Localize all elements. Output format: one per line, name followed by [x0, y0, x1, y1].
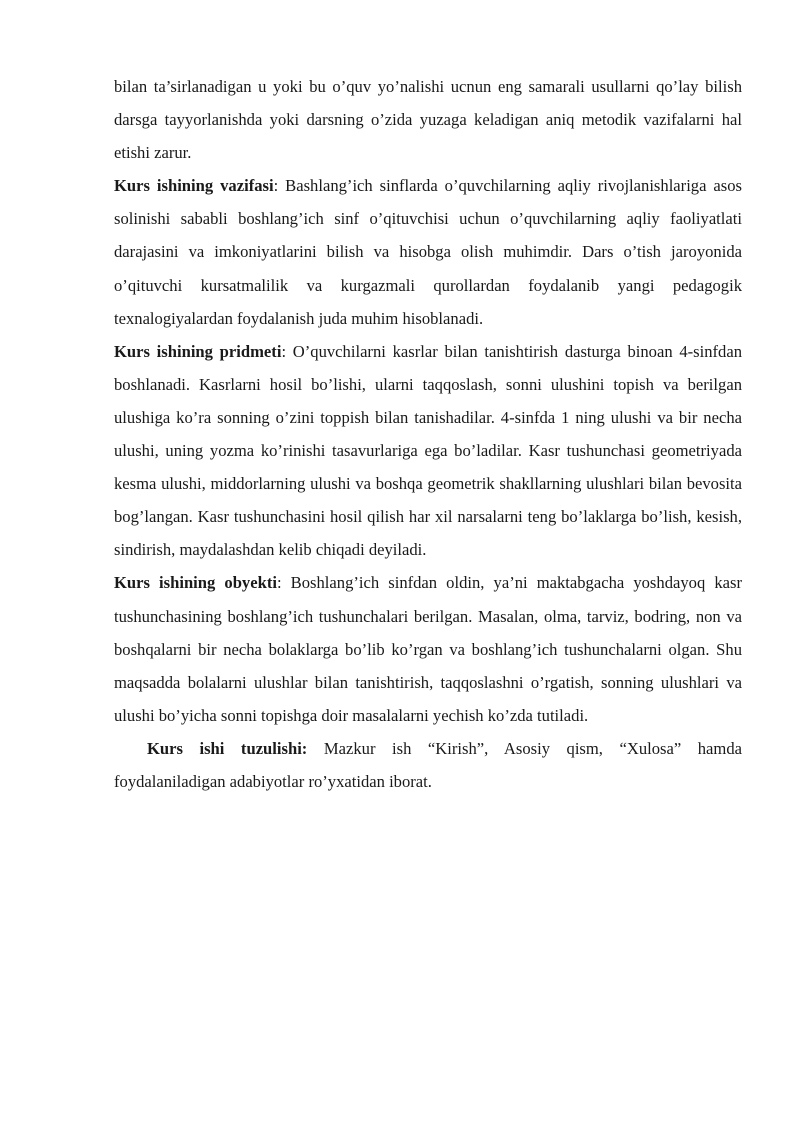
pridmeti-heading: Kurs ishining pridmeti: [114, 341, 282, 361]
intro-text: bilan ta’sirlanadigan u yoki bu o’quv yo’nalishi ucnun eng samarali usullarni qo’lay bilish darsga tayyorlanishda yoki darsning o’zida yuzaga keladigan aniq metodik vazifalarni hal etishi zarur.: [114, 77, 742, 163]
vazifasi-text: Bashlang’ich sinflarda o’quvchilarning aqliy rivojlanishlariga asos solinishi sababli boshlang’ich sinf o’qituvchisi uchun o’quvchilarning aqliy faoliyatlati darajasini va imkoniyatlarini bilish va hisobga olish muhimdir. Dars o’tish jaroyonida o’qituvchi kursatmalilik va kurgazmali qurollardan foydalanib yangi pedagogik texnalogiyalardan foydalanish juda muhim hisoblanadi.: [114, 176, 742, 328]
obyekti-heading: Kurs ishining obyekti: [114, 573, 277, 593]
pridmeti-text: O’quvchilarni kasrlar bilan tanishtirish dasturga binoan 4-sinfdan boshlanadi. Kasrlarni hosil bo’lishi, ularni taqqoslash, sonni ulushini topish va berilgan ulushiga ko’ra sonning o’zini toppish bilan tanishadilar. 4-sinfda 1 ning ulushi va bir necha ulushi, uning yozma ko’rinishi tasavurlariga ega bo’ladilar. Kasr tushunchasi geometriyada kesma ulushi, middorlarning ulushi va boshqa geometrik shakllarning ulushlari bilan bevosita bog’langan. Kasr tushunchasini hosil qilish har xil narsalarni teng bo’laklarga bo’lish, kesish, sindirish, maydalashdan kelib chiqadi deyiladi.: [114, 341, 743, 560]
intro-paragraph: [114, 70, 742, 169]
obyekti-paragraph: [114, 566, 742, 731]
pridmeti-separator: :: [281, 341, 293, 361]
tuzulishi-paragraph: [114, 732, 742, 798]
document-page: [114, 70, 742, 798]
vazifasi-heading: Kurs ishining vazifasi: [114, 176, 274, 196]
vazifasi-separator: :: [273, 176, 286, 196]
tuzulishi-text: Mazkur ish “Kirish”, Asosiy qism, “Xulosa” hamda foydalaniladigan adabiyotlar ro’yxatidan iborat.: [114, 738, 742, 791]
tuzulishi-separator: [307, 739, 324, 758]
pridmeti-paragraph: [114, 335, 742, 567]
obyekti-text: Boshlang’ich sinfdan oldin, ya’ni maktabgacha yoshdayoq kasr tushunchasining boshlang’ich tushunchalari berilgan. Masalan, olma, tarviz, bodring, non va boshqalarni bir necha bolaklarga bo’lib ko’rgan va boshlang’ich tushunchalarni olgan. Shu maqsadda bolalarni ulushlar bilan tanishtirish, taqqoslashni o’rgatish, sonning ulushlari va ulushi bo’yicha sonni topishga doir masalalarni yechish ko’zda tutiladi.: [114, 573, 742, 725]
tuzulishi-heading: Kurs ishi tuzulishi:: [147, 738, 308, 758]
vazifasi-paragraph: [114, 169, 742, 334]
obyekti-separator: :: [276, 573, 291, 593]
